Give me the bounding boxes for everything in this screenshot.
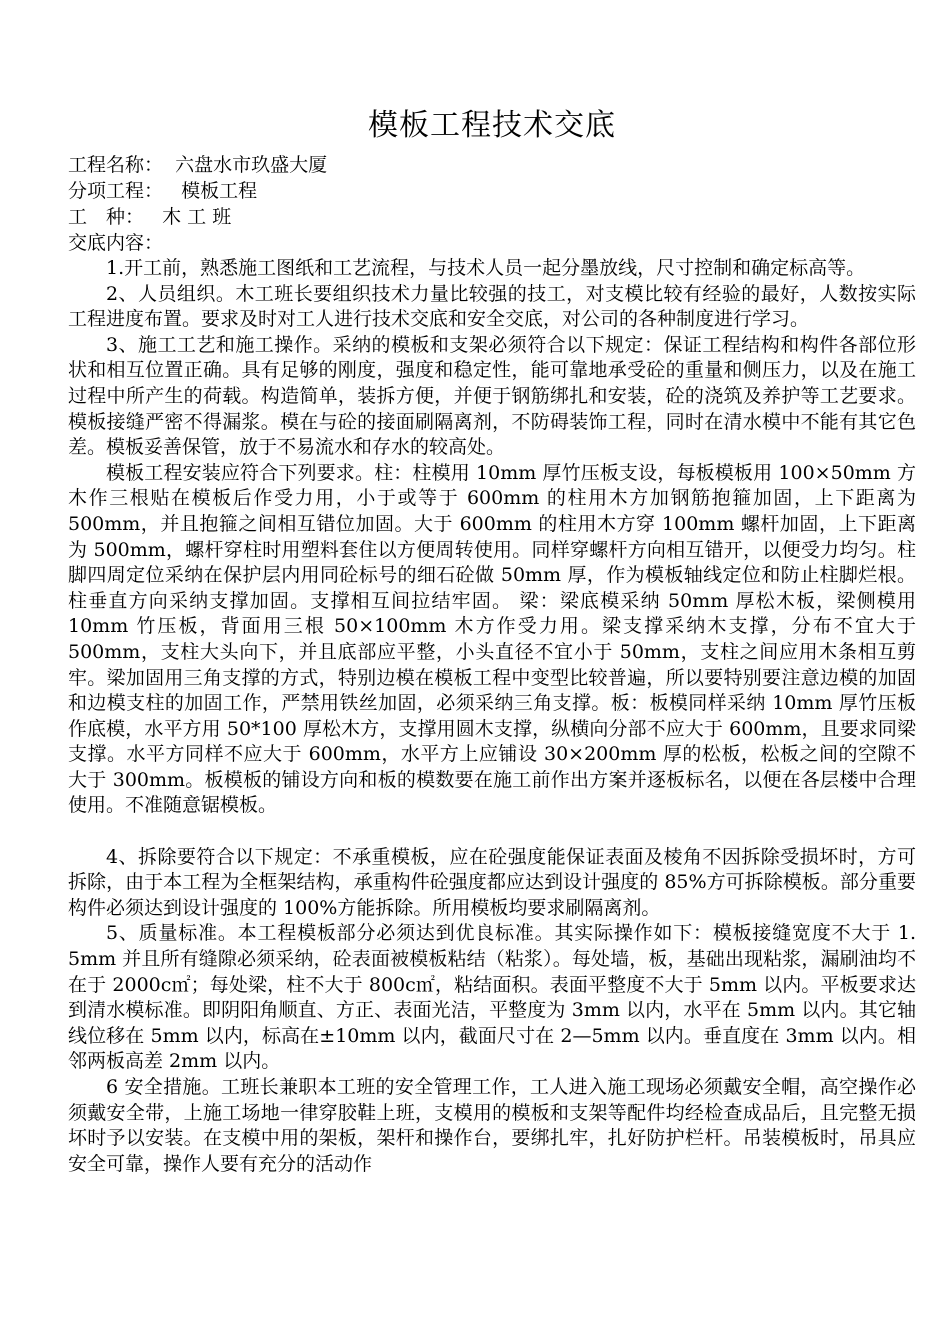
subitem-label: 分项工程： xyxy=(68,180,164,202)
content-label-row xyxy=(68,230,916,256)
paragraph-quality: 5、质量标准。本工程模板部分必须达到优良标准。其实际操作如下：模板接缝宽度不大于 1. 5mm 并且所有缝隙必须采纳，砼表面被模板粘结（粘浆）。每处墙，板，基础出现粘浆，漏刷油均不在于 2000c㎡；每处梁，柱不大于 800c㎡，粘结面积。表面平整度不大于 5mm 以内。平板要求达到清水模标准。即阴阳角顺直、方正、表面光洁，平整度为 3mm 以内，水平在 5mm 以内。其它轴线位移在 5mm 以内，标高在±10mm 以内，截面尺寸在 2—5mm 以内。垂直度在 3mm 以内。相邻两板高差 2mm 以内。 xyxy=(68,922,916,1073)
subitem-row xyxy=(68,178,916,204)
trade-row xyxy=(68,204,916,230)
paragraph-preparation: 1.开工前，熟悉施工图纸和工艺流程，与技术人员一起分墨放线，尺寸控制和确定标高等。 xyxy=(106,257,866,279)
content-label: 交底内容： xyxy=(68,232,164,254)
paragraph-installation: 模板工程安装应符合下列要求。柱：柱模用 10mm 厚竹压板支设，每板模板用 100×50mm 方木作三根贴在模板后作受力用，小于或等于 600mm 的柱用木方加钢筋抱箍加固，上下距离为 500mm，并且抱箍之间相互错位加固。大于 600mm 的柱用木方穿 100mm 螺杆加固，上下距离为 500mm，螺杆穿柱时用塑料套住以方便周转使用。同样穿螺杆方向相互错开，以便受力均匀。柱脚四周定位采纳在保护层内用同砼标号的细石砼做 50mm 厚，作为模板轴线定位和防止柱脚烂根。柱垂直方向采纳支撑加固。支撑相互间拉结牢固。 梁：梁底模采纳 50mm 厚松木板，梁侧模用 10mm 竹压板，背面用三根 50×100mm 木方作受力用。梁支撑采纳木支撑，分布不宜大于 500mm，支柱大头向下，并且底部应平整，小头直径不宜小于 50mm，支柱之间应用木条相互剪牢。梁加固用三角支撑的方式，特别边模在模板工程中变型比较普遍，所以要特别要注意边模的加固和边模支柱的加固工作，严禁用铁丝加固，必须采纳三角支撑。板：板模同样采纳 10mm 厚竹压板作底模，水平方用 50*100 厚松木方，支撑用圆木支撑，纵横向分部不应大于 600mm，且要求同梁支撑。水平方同样不应大于 600mm，水平方上应铺设 30×200mm 厚的松板，松板之间的空隙不大于 300mm。板模板的铺设方向和板的模数要在施工前作出方案并逐板标名，以便在各层楼中合理使用。不准随意锯模板。 xyxy=(68,461,916,817)
subitem-value: 模板工程 xyxy=(181,180,258,202)
paragraph-process: 3、施工工艺和施工操作。采纳的模板和支架必须符合以下规定：保证工程结构和构件各部位形状和相互位置正确。具有足够的刚度，强度和稳定性，能可靠地承受砼的重量和侧压力，以及在施工过程中所产生的荷载。构造简单，装拆方便，并便于钢筋绑扎和安装，砼的浇筑及养护等工艺要求。模板接缝严密不得漏浆。模在与砼的接面刷隔离剂，不防碍装饰工程，同时在清水模中不能有其它色差。模板妥善保管，放于不易流水和存水的较高处。 xyxy=(68,333,916,459)
trade-value: 木 工 班 xyxy=(162,206,232,228)
project-name-value: 六盘水市玖盛大厦 xyxy=(175,154,328,176)
paragraph-safety: 6 安全措施。工班长兼职本工班的安全管理工作，工人进入施工现场必须戴安全帽，高空操作必须戴安全带，上施工场地一律穿胶鞋上班，支模用的模板和支架等配件均经检查成品后，且完整无损坏时予以安装。在支模中用的架板，架杆和操作台，要绑扎牢，扎好防护栏杆。吊装模板时，吊具应安全可靠，操作人要有充分的活动作 xyxy=(68,1076,916,1175)
trade-label: 工 种： xyxy=(68,206,145,228)
project-name-row xyxy=(68,152,916,178)
paragraph-staffing: 2、人员组织。木工班长要组织技术力量比较强的技工，对支模比较有经验的最好，人数按实际工程进度布置。要求及时对工人进行技术交底和安全交底，对公司的各种制度进行学习。 xyxy=(68,282,916,331)
paragraph-spacer xyxy=(68,819,916,845)
paragraph-removal: 4、拆除要符合以下规定：不承重模板，应在砼强度能保证表面及棱角不因拆除受损坏时，方可拆除，由于本工程为全框架结构，承重构件砼强度都应达到设计强度的 85%方可拆除模板。部分重要构件必须达到设计强度的 100%方能拆除。所用模板均要求刷隔离剂。 xyxy=(68,845,916,919)
project-name-label: 工程名称： xyxy=(68,154,164,176)
document-title: 模板工程技术交底 xyxy=(368,108,616,143)
document-page xyxy=(68,104,916,1177)
